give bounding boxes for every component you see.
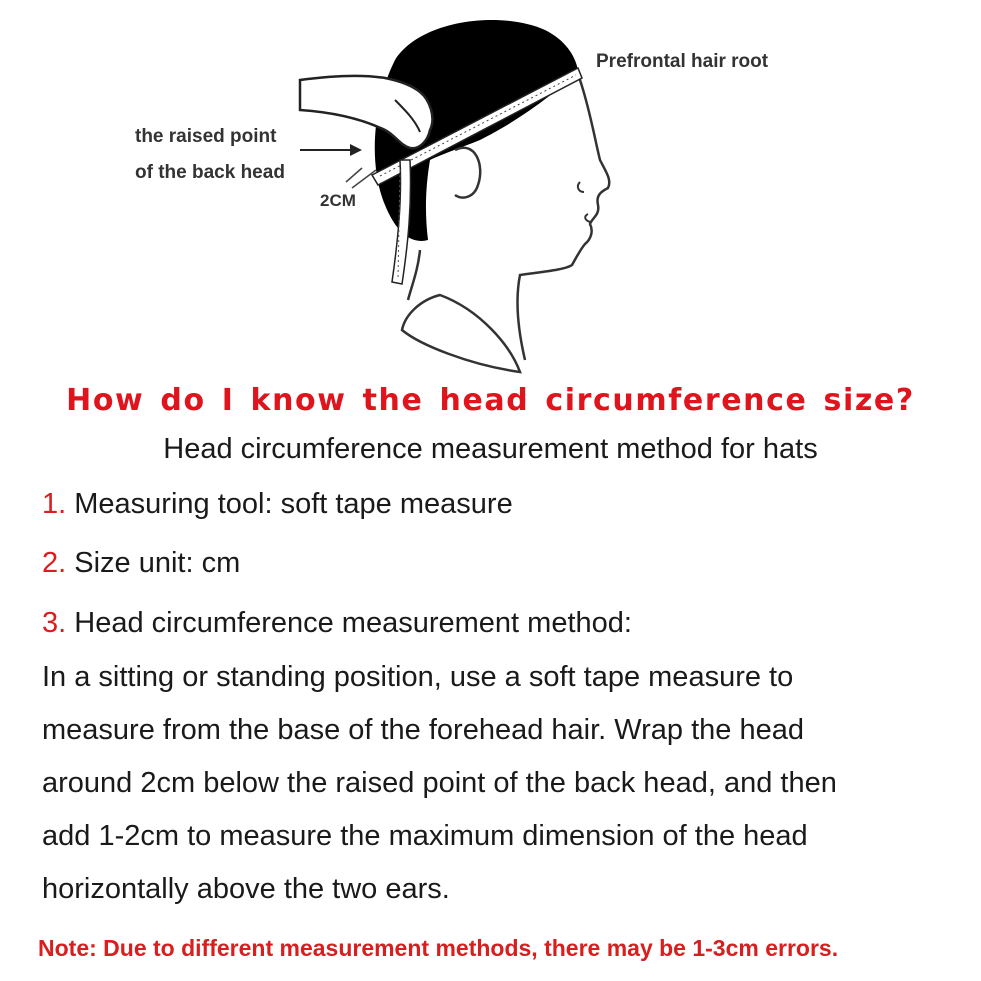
step-number: 3. <box>42 607 67 639</box>
step-text: Head circumference measurement method: <box>66 607 632 639</box>
step-item-1 <box>42 488 513 521</box>
neck-back-outline <box>408 250 420 300</box>
ear-outline <box>455 148 480 198</box>
shoulder-outline <box>402 295 520 372</box>
prefrontal-hair-root-label: Prefrontal hair root <box>596 51 769 72</box>
step-item-3 <box>42 607 632 640</box>
hand-outline <box>300 76 432 148</box>
step-number: 1. <box>42 488 67 520</box>
mouth-detail <box>585 214 590 222</box>
step-text: Size unit: cm <box>66 547 241 579</box>
step-number: 2. <box>42 547 67 579</box>
method-line: horizontally above the two ears. <box>42 873 450 905</box>
error-note: Note: Due to different measurement methods, there may be 1-3cm errors. <box>38 935 839 961</box>
raised-point-label-line1: the raised point <box>135 126 277 147</box>
nose-detail <box>578 182 584 192</box>
method-line: measure from the base of the forehead hair. Wrap the head <box>42 714 804 746</box>
method-line: In a sitting or standing position, use a soft tape measure to <box>42 661 794 693</box>
headline: How do I know the head circumference size? <box>66 383 915 418</box>
method-line: around 2cm below the raised point of the back head, and then <box>42 767 837 799</box>
step-text: Measuring tool: soft tape measure <box>66 488 513 520</box>
method-line: add 1-2cm to measure the maximum dimension of the head <box>42 820 808 852</box>
step-item-2 <box>42 547 240 580</box>
subheadline: Head circumference measurement method for hats <box>163 433 818 465</box>
head-measurement-illustration <box>0 0 981 380</box>
raised-point-label-line2: of the back head <box>135 162 285 183</box>
two-cm-label: 2CM <box>320 191 356 210</box>
